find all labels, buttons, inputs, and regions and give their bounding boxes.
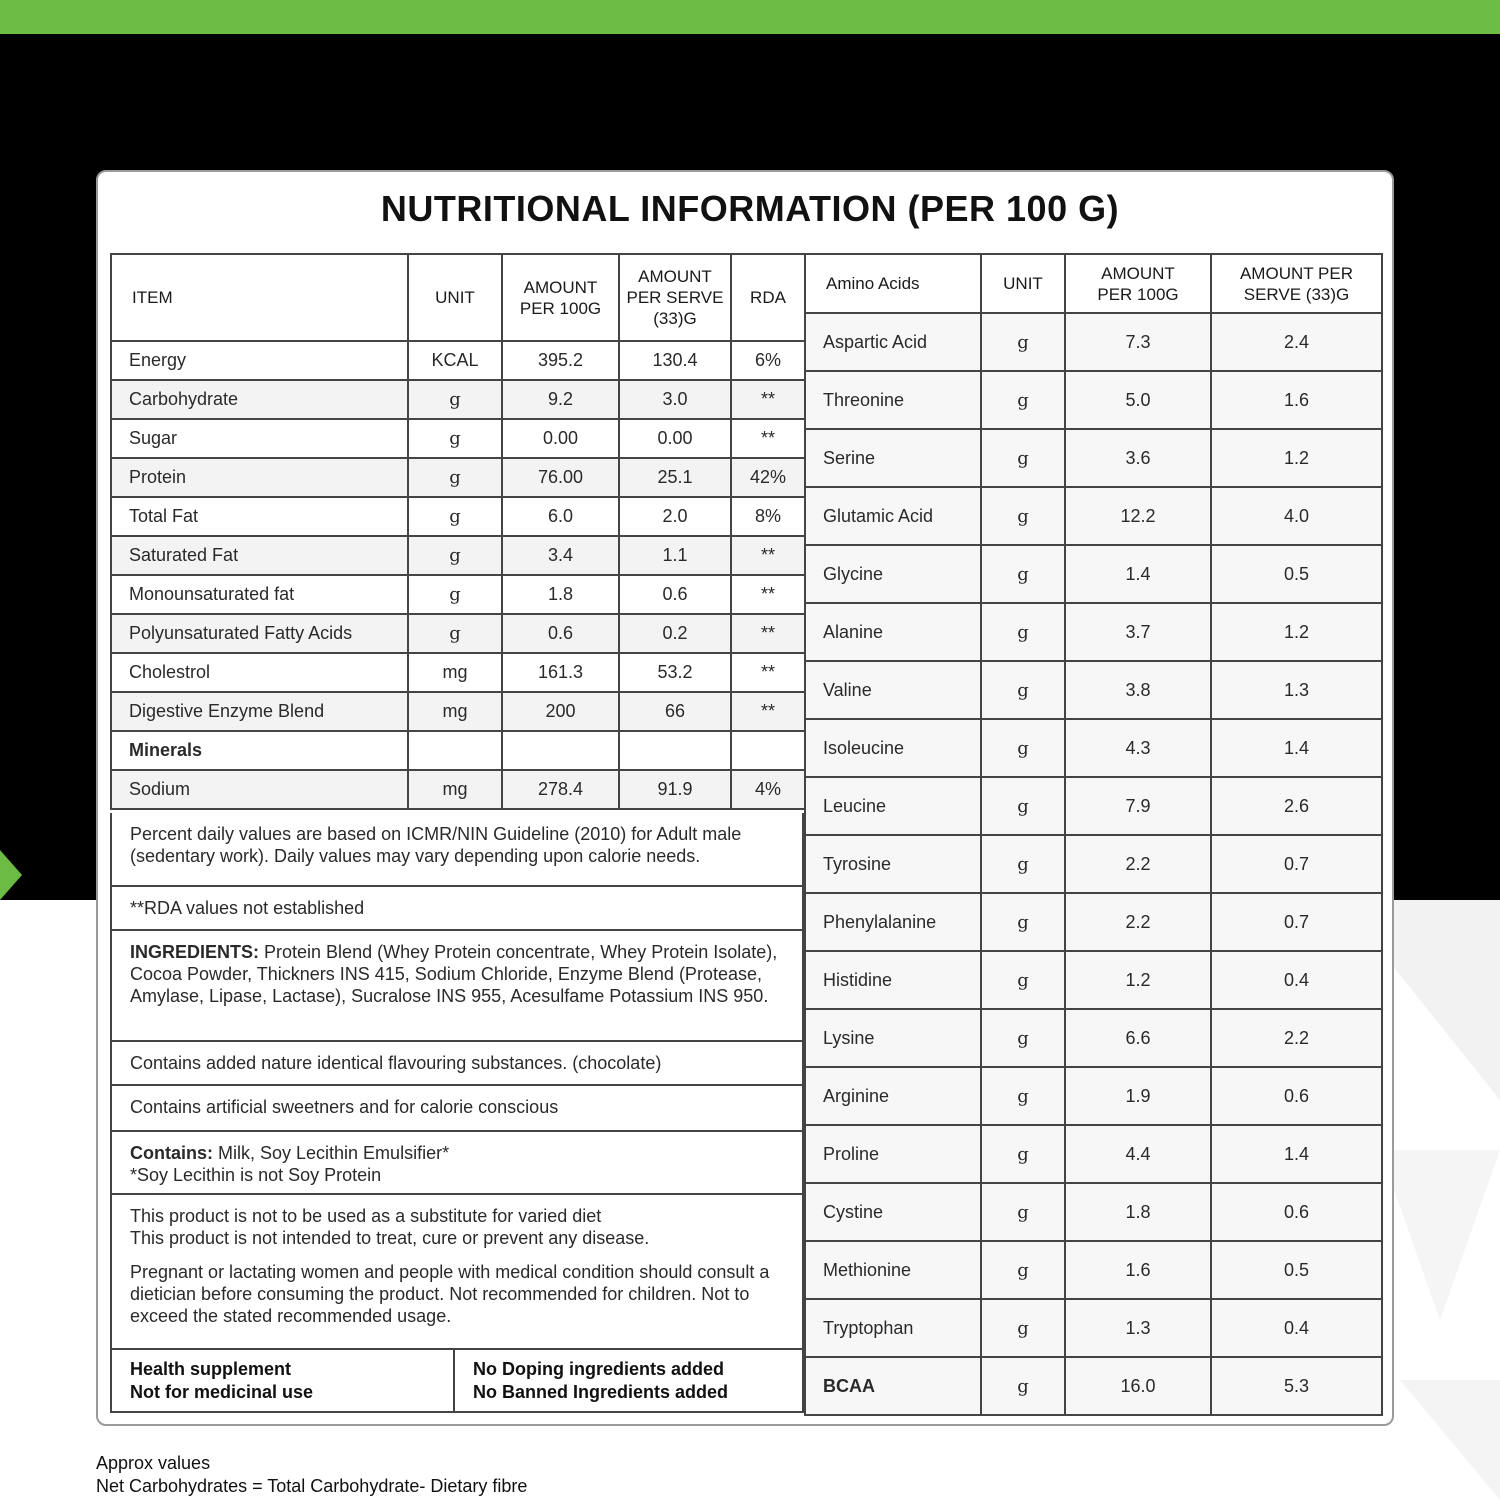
cell-unit: g xyxy=(981,429,1065,487)
cell-perserve xyxy=(619,731,731,770)
daily-values-note xyxy=(110,813,804,887)
cell-unit: g xyxy=(981,951,1065,1009)
table-row xyxy=(805,487,1382,545)
cell-unit: KCAL xyxy=(408,341,502,380)
table-row xyxy=(805,313,1382,371)
cell-rda: ** xyxy=(731,536,805,575)
cell-name: Threonine xyxy=(805,371,981,429)
cell-item: Carbohydrate xyxy=(111,380,408,419)
table-row xyxy=(805,1299,1382,1357)
warning-2: This product is not intended to treat, cure or prevent any disease. xyxy=(130,1228,650,1248)
cell-name: Phenylalanine xyxy=(805,893,981,951)
cell-perserve: 91.9 xyxy=(619,770,731,809)
cell-per100: 0.00 xyxy=(502,419,619,458)
cell-perserve: 0.5 xyxy=(1211,545,1382,603)
cell-name: Aspartic Acid xyxy=(805,313,981,371)
cell-per100: 1.2 xyxy=(1065,951,1211,1009)
cell-name: BCAA xyxy=(805,1357,981,1415)
contains-label: Contains: xyxy=(130,1143,213,1163)
cell-unit: g xyxy=(981,487,1065,545)
cell-rda: ** xyxy=(731,419,805,458)
cell-item: Sodium xyxy=(111,770,408,809)
cell-unit: g xyxy=(981,661,1065,719)
cell-perserve: 130.4 xyxy=(619,341,731,380)
flavour-text: Contains added nature identical flavouring substances. (chocolate) xyxy=(130,1053,662,1073)
cell-per100: 12.2 xyxy=(1065,487,1211,545)
cell-name: Tryptophan xyxy=(805,1299,981,1357)
cell-item: Polyunsaturated Fatty Acids xyxy=(111,614,408,653)
notes-panel xyxy=(110,813,804,1413)
header-amino-unit: UNIT xyxy=(981,254,1065,313)
table-row xyxy=(805,835,1382,893)
cell-item: Cholestrol xyxy=(111,653,408,692)
cell-name: Glutamic Acid xyxy=(805,487,981,545)
cell-rda: ** xyxy=(731,380,805,419)
sweeteners-text: Contains artificial sweetners and for calorie conscious xyxy=(130,1097,559,1117)
table-row xyxy=(805,719,1382,777)
cell-item: Sugar xyxy=(111,419,408,458)
header-amino-acids: Amino Acids xyxy=(805,254,981,313)
cell-item: Minerals xyxy=(111,731,408,770)
table-row xyxy=(805,429,1382,487)
cell-unit: mg xyxy=(408,653,502,692)
cell-perserve: 0.5 xyxy=(1211,1241,1382,1299)
cell-perserve: 2.0 xyxy=(619,497,731,536)
cell-perserve: 25.1 xyxy=(619,458,731,497)
cell-per100: 6.6 xyxy=(1065,1009,1211,1067)
cell-name: Serine xyxy=(805,429,981,487)
cell-name: Lysine xyxy=(805,1009,981,1067)
cell-unit: g xyxy=(981,1067,1065,1125)
cell-per100: 16.0 xyxy=(1065,1357,1211,1415)
cell-perserve: 0.4 xyxy=(1211,951,1382,1009)
table-row xyxy=(805,661,1382,719)
table-row xyxy=(111,770,805,809)
cell-unit: g xyxy=(981,1357,1065,1415)
daily-values-text: Percent daily values are based on ICMR/NIN Guideline (2010) for Adult male (sedentary work). Daily values may vary depending upon calorie needs. xyxy=(130,824,742,866)
table-row xyxy=(805,777,1382,835)
contains-text: Milk, Soy Lecithin Emulsifier* xyxy=(213,1143,450,1163)
cell-per100: 1.4 xyxy=(1065,545,1211,603)
header-unit: UNIT xyxy=(408,254,502,341)
ingredients-note xyxy=(110,931,804,1042)
health-line-1: Health supplement xyxy=(130,1359,292,1379)
cell-name: Leucine xyxy=(805,777,981,835)
cell-unit: g xyxy=(981,1183,1065,1241)
cell-unit: g xyxy=(981,893,1065,951)
cell-rda: ** xyxy=(731,653,805,692)
cell-per100: 1.6 xyxy=(1065,1241,1211,1299)
cell-perserve: 0.6 xyxy=(1211,1183,1382,1241)
cell-unit: g xyxy=(981,777,1065,835)
table-row xyxy=(111,380,805,419)
cell-unit: g xyxy=(981,545,1065,603)
cell-per100: 3.4 xyxy=(502,536,619,575)
warning-3: Pregnant or lactating women and people with medical condition should consult a dietician before consuming the product. Not recommended for children. Not to exceed the stated recommended usage. xyxy=(130,1262,770,1326)
doping-line-1: No Doping ingredients added xyxy=(473,1359,724,1379)
footer-line-1: Approx values xyxy=(96,1453,211,1473)
cell-name: Glycine xyxy=(805,545,981,603)
header-per100: AMOUNT PER 100G xyxy=(502,254,619,341)
cell-per100: 200 xyxy=(502,692,619,731)
cell-unit: g xyxy=(408,536,502,575)
cell-perserve: 0.4 xyxy=(1211,1299,1382,1357)
table-row xyxy=(805,951,1382,1009)
ingredients-text: Protein Blend (Whey Protein concentrate, Whey Protein Isolate), Cocoa Powder, Thickners INS 415, Sodium Chloride, Enzyme Blend (Protease, Amylase, Lipase, Lactase), Sucralose INS 955, Acesulfame Potassium INS 950. xyxy=(130,942,778,1006)
table-row xyxy=(111,536,805,575)
cell-per100: 1.8 xyxy=(1065,1183,1211,1241)
cell-rda: ** xyxy=(731,692,805,731)
warnings-note xyxy=(110,1195,804,1350)
cell-per100: 2.2 xyxy=(1065,835,1211,893)
cell-rda: 6% xyxy=(731,341,805,380)
cell-per100: 161.3 xyxy=(502,653,619,692)
cell-per100: 76.00 xyxy=(502,458,619,497)
cell-per100: 7.9 xyxy=(1065,777,1211,835)
cell-name: Proline xyxy=(805,1125,981,1183)
table-row xyxy=(805,1241,1382,1299)
cell-perserve: 1.1 xyxy=(619,536,731,575)
cell-name: Tyrosine xyxy=(805,835,981,893)
cell-unit: g xyxy=(408,575,502,614)
cell-unit: g xyxy=(408,419,502,458)
table-row xyxy=(805,1067,1382,1125)
cell-perserve: 0.6 xyxy=(1211,1067,1382,1125)
nutrition-table xyxy=(110,253,806,810)
table-row xyxy=(805,545,1382,603)
header-perserve: AMOUNT PER SERVE (33)G xyxy=(619,254,731,341)
top-green-bar xyxy=(0,0,1500,34)
cell-per100: 395.2 xyxy=(502,341,619,380)
cell-unit: g xyxy=(981,1241,1065,1299)
cell-item: Saturated Fat xyxy=(111,536,408,575)
table-row xyxy=(805,1009,1382,1067)
cell-perserve: 1.4 xyxy=(1211,719,1382,777)
header-rda: RDA xyxy=(731,254,805,341)
table-row xyxy=(111,614,805,653)
cell-unit: g xyxy=(981,1125,1065,1183)
amino-acids-table xyxy=(804,253,1383,1416)
cell-name: Cystine xyxy=(805,1183,981,1241)
cell-per100: 1.3 xyxy=(1065,1299,1211,1357)
table-row xyxy=(805,1183,1382,1241)
cell-per100 xyxy=(502,731,619,770)
cell-rda xyxy=(731,731,805,770)
cell-per100: 9.2 xyxy=(502,380,619,419)
cell-name: Valine xyxy=(805,661,981,719)
health-line-2: Not for medicinal use xyxy=(130,1382,314,1402)
cell-perserve: 0.00 xyxy=(619,419,731,458)
cell-rda: ** xyxy=(731,614,805,653)
cell-unit: g xyxy=(981,371,1065,429)
page-title: NUTRITIONAL INFORMATION (PER 100 G) xyxy=(380,188,1120,229)
health-supplement-box xyxy=(112,1350,455,1411)
cell-unit: g xyxy=(981,1299,1065,1357)
cell-name: Histidine xyxy=(805,951,981,1009)
cell-name: Alanine xyxy=(805,603,981,661)
table-row xyxy=(111,341,805,380)
sweeteners-note xyxy=(110,1086,804,1132)
cell-perserve: 1.2 xyxy=(1211,603,1382,661)
table-row xyxy=(111,419,805,458)
cell-perserve: 0.7 xyxy=(1211,835,1382,893)
footer-line-2: Net Carbohydrates = Total Carbohydrate- Dietary fibre xyxy=(96,1476,528,1496)
cell-per100: 2.2 xyxy=(1065,893,1211,951)
cell-perserve: 2.4 xyxy=(1211,313,1382,371)
soy-note-text: *Soy Lecithin is not Soy Protein xyxy=(130,1165,382,1185)
doping-box xyxy=(455,1350,746,1411)
cell-item: Total Fat xyxy=(111,497,408,536)
cell-rda: 42% xyxy=(731,458,805,497)
cell-per100: 7.3 xyxy=(1065,313,1211,371)
cell-per100: 3.6 xyxy=(1065,429,1211,487)
cell-per100: 3.8 xyxy=(1065,661,1211,719)
cell-perserve: 0.2 xyxy=(619,614,731,653)
cell-perserve: 53.2 xyxy=(619,653,731,692)
doping-line-2: No Banned Ingredients added xyxy=(473,1382,729,1402)
ingredients-label: INGREDIENTS: xyxy=(130,942,260,962)
cell-per100: 1.9 xyxy=(1065,1067,1211,1125)
cell-perserve: 0.6 xyxy=(619,575,731,614)
flavour-note xyxy=(110,1042,804,1086)
cell-rda: 4% xyxy=(731,770,805,809)
footer-notes xyxy=(96,1452,527,1498)
contains-note xyxy=(110,1132,804,1195)
table-row xyxy=(805,1357,1382,1415)
cell-per100: 4.4 xyxy=(1065,1125,1211,1183)
rda-note xyxy=(110,887,804,931)
cell-unit: g xyxy=(981,835,1065,893)
cell-perserve: 3.0 xyxy=(619,380,731,419)
table-row xyxy=(805,371,1382,429)
cell-per100: 0.6 xyxy=(502,614,619,653)
cell-unit: g xyxy=(408,497,502,536)
cell-per100: 1.8 xyxy=(502,575,619,614)
cell-unit: mg xyxy=(408,692,502,731)
cell-perserve: 5.3 xyxy=(1211,1357,1382,1415)
cell-perserve: 0.7 xyxy=(1211,893,1382,951)
cell-unit: g xyxy=(981,1009,1065,1067)
cell-item: Energy xyxy=(111,341,408,380)
cell-unit xyxy=(408,731,502,770)
cell-perserve: 1.2 xyxy=(1211,429,1382,487)
supplement-notice xyxy=(110,1350,804,1413)
cell-per100: 6.0 xyxy=(502,497,619,536)
cell-unit: mg xyxy=(408,770,502,809)
cell-unit: g xyxy=(981,603,1065,661)
cell-per100: 5.0 xyxy=(1065,371,1211,429)
table-row xyxy=(111,731,805,770)
table-row xyxy=(111,458,805,497)
warning-1: This product is not to be used as a substitute for varied diet xyxy=(130,1206,602,1226)
cell-item: Monounsaturated fat xyxy=(111,575,408,614)
cell-item: Digestive Enzyme Blend xyxy=(111,692,408,731)
table-row xyxy=(805,1125,1382,1183)
cell-name: Arginine xyxy=(805,1067,981,1125)
cell-perserve: 66 xyxy=(619,692,731,731)
cell-perserve: 1.4 xyxy=(1211,1125,1382,1183)
cell-unit: g xyxy=(408,458,502,497)
table-row xyxy=(111,575,805,614)
cell-per100: 4.3 xyxy=(1065,719,1211,777)
table-row xyxy=(805,893,1382,951)
cell-unit: g xyxy=(408,614,502,653)
cell-name: Methionine xyxy=(805,1241,981,1299)
header-item: ITEM xyxy=(111,254,408,341)
table-row xyxy=(111,653,805,692)
cell-unit: g xyxy=(981,313,1065,371)
table-row xyxy=(111,692,805,731)
cell-unit: g xyxy=(981,719,1065,777)
cell-rda: ** xyxy=(731,575,805,614)
cell-perserve: 4.0 xyxy=(1211,487,1382,545)
cell-perserve: 1.6 xyxy=(1211,371,1382,429)
header-amino-perserve: AMOUNT PER SERVE (33)G xyxy=(1211,254,1382,313)
table-row xyxy=(111,497,805,536)
cell-item: Protein xyxy=(111,458,408,497)
cell-rda: 8% xyxy=(731,497,805,536)
cell-perserve: 2.2 xyxy=(1211,1009,1382,1067)
rda-note-text: **RDA values not established xyxy=(130,898,365,918)
cell-per100: 3.7 xyxy=(1065,603,1211,661)
green-triangle-accent xyxy=(0,850,22,900)
table-row xyxy=(805,603,1382,661)
header-amino-per100: AMOUNT PER 100G xyxy=(1065,254,1211,313)
cell-name: Isoleucine xyxy=(805,719,981,777)
cell-per100: 278.4 xyxy=(502,770,619,809)
cell-perserve: 2.6 xyxy=(1211,777,1382,835)
cell-perserve: 1.3 xyxy=(1211,661,1382,719)
cell-unit: g xyxy=(408,380,502,419)
